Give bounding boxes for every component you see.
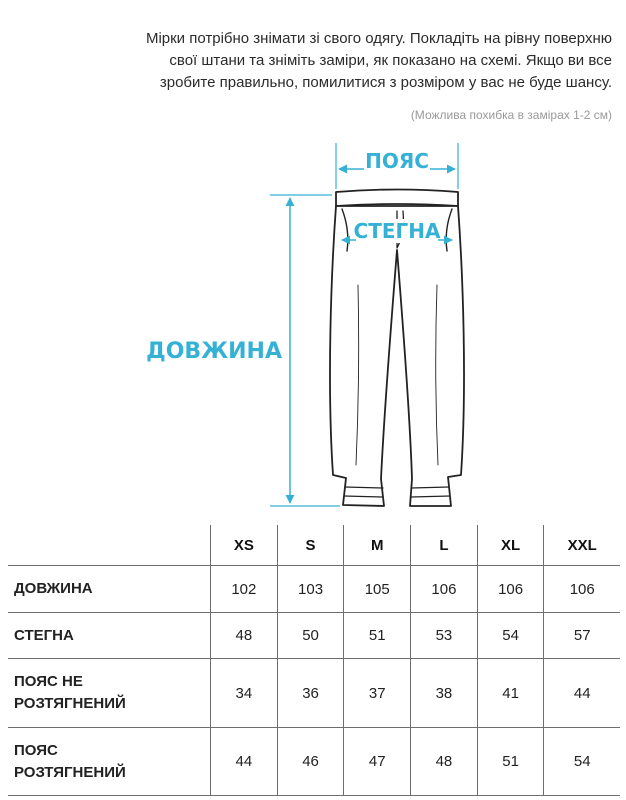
waist-label: ПОЯС (365, 149, 429, 173)
table-cell: 48 (211, 613, 278, 659)
row-label (8, 728, 211, 796)
table-cell: 53 (411, 613, 478, 659)
table-cell: 51 (477, 728, 544, 796)
table-cell: 106 (544, 566, 620, 613)
table-cell: 37 (344, 659, 411, 728)
table-cell: 44 (211, 728, 278, 796)
size-header-xl: XL (477, 525, 544, 566)
table-cell: 34 (211, 659, 278, 728)
row-label-line-2: РОЗТЯГНЕНИЙ (14, 763, 126, 781)
length-measure (146, 195, 340, 506)
size-header-row (8, 525, 620, 566)
intro-line-3: зробите правильно, помилитися з розміром у вас не буде шансу. (159, 74, 612, 91)
table-cell: 48 (411, 728, 478, 796)
hips-measure (342, 219, 452, 243)
table-cell: 47 (344, 728, 411, 796)
intro-text (12, 28, 612, 94)
intro-line-1: Мірки потрібно знімати зі свого одягу. Покладіть на рівну поверхню (145, 30, 612, 47)
table-cell: 57 (544, 613, 620, 659)
table-cell: 105 (344, 566, 411, 613)
table-cell: 51 (344, 613, 411, 659)
size-header-xs: XS (211, 525, 278, 566)
table-cell: 46 (277, 728, 344, 796)
intro-line-2: свої штани та зніміть заміри, як показано на схемі. Якщо ви все (169, 52, 612, 69)
row-label-line-2: РОЗТЯГНЕНИЙ (14, 695, 126, 712)
table-row-length (8, 566, 620, 613)
pants-diagram (0, 135, 626, 520)
hips-label: СТЕГНА (353, 219, 441, 243)
row-label (8, 613, 211, 659)
table-row-waist-stretched (8, 728, 620, 796)
table-cell: 54 (544, 728, 620, 796)
row-label-line-1: ПОЯС НЕ (14, 673, 83, 690)
row-label (8, 566, 211, 613)
table-cell: 38 (411, 659, 478, 728)
table-row-waist-relaxed (8, 659, 620, 728)
measurement-note: (Можлива похибка в замірах 1-2 см) (410, 108, 612, 122)
table-cell: 44 (544, 659, 620, 728)
waist-measure (336, 143, 458, 189)
table-row-hips (8, 613, 620, 659)
table-cell: 41 (477, 659, 544, 728)
row-label (8, 659, 211, 728)
size-header-s: S (277, 525, 344, 566)
table-cell: 36 (277, 659, 344, 728)
header-empty-cell (8, 525, 211, 566)
row-label-line-1: СТЕГНА (14, 626, 74, 644)
table-cell: 106 (411, 566, 478, 613)
table-cell: 106 (477, 566, 544, 613)
size-header-m: M (344, 525, 411, 566)
table-cell: 103 (277, 566, 344, 613)
size-header-xxl: XXL (544, 525, 620, 566)
row-label-line-1: ПОЯС (14, 741, 58, 759)
row-label-line-1: ДОВЖИНА (14, 580, 93, 597)
table-cell: 50 (277, 613, 344, 659)
size-table (8, 525, 620, 796)
length-label: ДОВЖИНА (146, 339, 282, 364)
size-header-l: L (411, 525, 478, 566)
table-cell: 54 (477, 613, 544, 659)
table-cell: 102 (211, 566, 278, 613)
